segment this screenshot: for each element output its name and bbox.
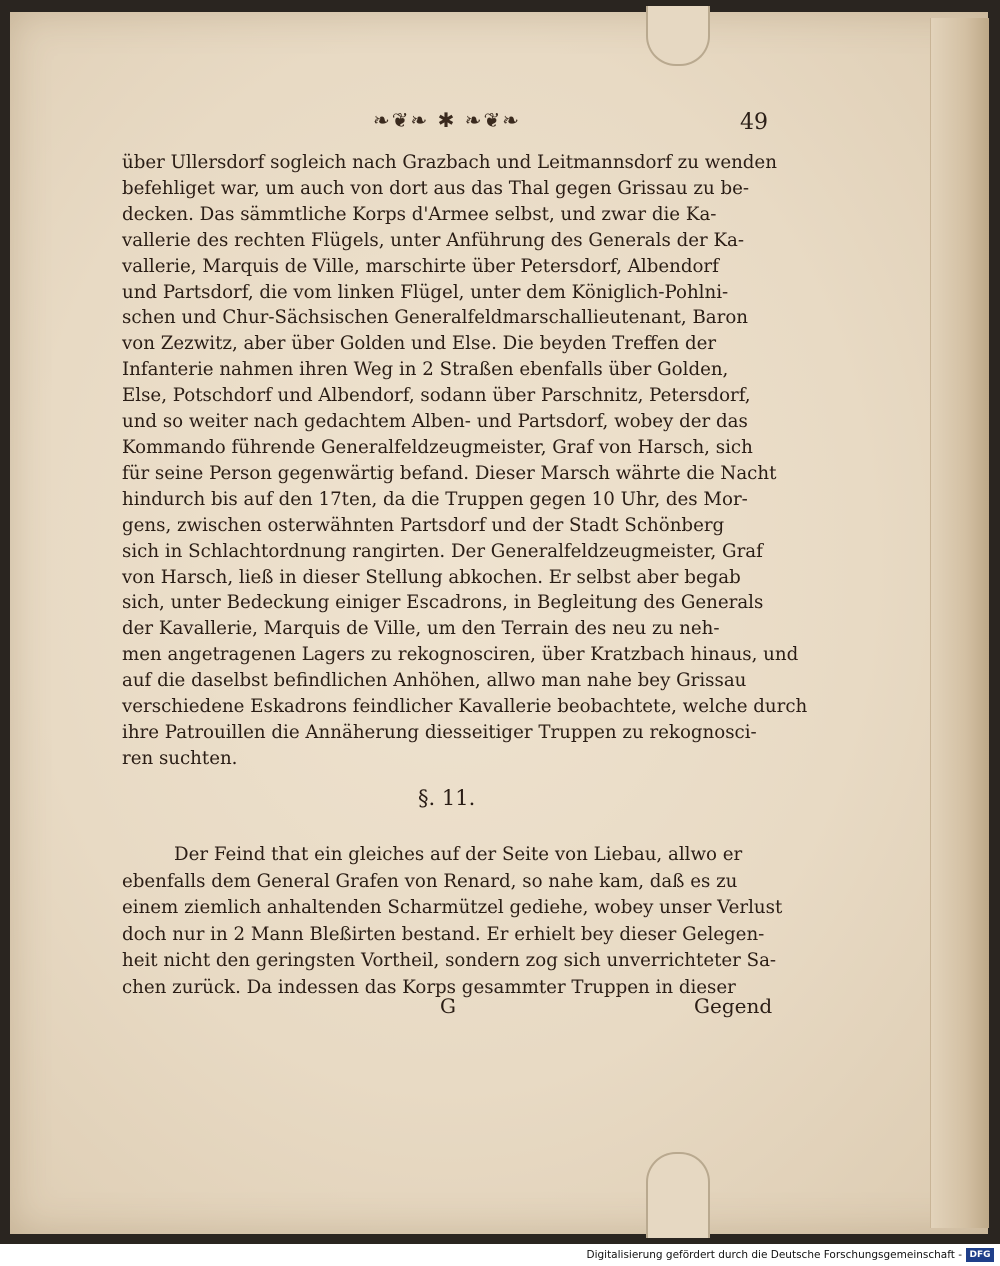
catchword: Gegend (694, 994, 773, 1018)
text-line: auf die daselbst befindlichen Anhöhen, allwo man nahe bey Grissau (122, 670, 747, 692)
text-line: befehliget war, um auch von dort aus das Thal gegen Grissau zu be- (122, 177, 750, 199)
text-line: chen zurück. Da indessen das Korps gesammter Truppen in dieser (122, 976, 736, 998)
text-line: der Kavallerie, Marquis de Ville, um den Terrain des neu zu neh- (122, 618, 720, 640)
text-line: doch nur in 2 Mann Bleßirten bestand. Er erhielt bey dieser Gelegen- (122, 923, 765, 945)
text-line: vallerie, Marquis de Ville, marschirte über Petersdorf, Albendorf (122, 255, 719, 277)
text-line: von Harsch, ließ in dieser Stellung abkochen. Er selbst aber begab (122, 566, 741, 588)
text-line: vallerie des rechten Flügels, unter Anführung des Generals der Ka- (122, 229, 745, 251)
text-line: und so weiter nach gedachtem Alben- und Partsdorf, wobey der das (122, 411, 748, 433)
text-line: einem ziemlich anhaltenden Scharmützel gediehe, wobey unser Verlust (122, 897, 783, 918)
text-line: hindurch bis auf den 17ten, da die Truppen gegen 10 Uhr, des Mor- (122, 488, 748, 510)
text-line: und Partsdorf, die vom linken Flügel, unter dem Königlich-Pohlni- (122, 281, 729, 303)
text-line: schen und Chur-Sächsischen Generalfeldmarschallieutenant, Baron (122, 307, 749, 329)
paragraph-1 (122, 150, 808, 772)
page-number: 49 (740, 110, 768, 135)
text-line: sich in Schlachtordnung rangirten. Der Generalfeldzeugmeister, Graf (122, 540, 763, 562)
text-line: für seine Person gegenwärtig befand. Dieser Marsch währte die Nacht (122, 462, 777, 484)
text-line: von Zezwitz, aber über Golden und Else. Die beyden Treffen der (122, 333, 717, 355)
text-line: decken. Das sämmtliche Korps d'Armee selbst, und zwar die Ka- (122, 203, 717, 225)
signature-mark: G (440, 994, 456, 1018)
header-ornament: ❧❦❧ ✱ ❧❦❧ (372, 108, 522, 132)
text-line: men angetragenen Lagers zu rekognosciren, über Kratzbach hinaus, und (122, 644, 799, 666)
paragraph-2 (122, 842, 783, 1001)
section-heading: §. 11. (418, 786, 476, 810)
page-clip-top (646, 6, 710, 66)
footer-credit: Digitalisierung gefördert durch die Deutsche Forschungsgemeinschaft - (586, 1249, 962, 1261)
text-line: ebenfalls dem General Grafen von Renard, so nahe kam, daß es zu (122, 870, 738, 892)
text-line: heit nicht den geringsten Vortheil, sondern zog sich unverrichteter Sa- (122, 950, 777, 971)
text-line: gens, zwischen osterwähnten Partsdorf und der Stadt Schönberg (122, 514, 725, 536)
text-line: ren suchten. (122, 747, 238, 769)
text-line: ihre Patrouillen die Annäherung diesseitiger Truppen zu rekognosci- (122, 721, 757, 743)
text-line: Kommando führende Generalfeldzeugmeister, Graf von Harsch, sich (122, 436, 753, 458)
text-line: Infanterie nahmen ihren Weg in 2 Straßen ebenfalls über Golden, (122, 359, 729, 381)
text-line: Else, Potschdorf und Albendorf, sodann über Parschnitz, Petersdorf, (122, 385, 751, 407)
text-line: über Ullersdorf sogleich nach Grazbach und Leitmannsdorf zu wenden (122, 152, 777, 173)
page-clip-bottom (646, 1152, 710, 1238)
text-line: verschiedene Eskadrons feindlicher Kavallerie beobachtete, welche durch (122, 696, 808, 718)
text-line: sich, unter Bedeckung einiger Escadrons, in Begleitung des Generals (122, 592, 764, 614)
page-edge (930, 18, 989, 1228)
text-line: Der Feind that ein gleiches auf der Seite von Liebau, allwo er (174, 844, 743, 865)
dfg-logo: DFG (966, 1248, 994, 1262)
